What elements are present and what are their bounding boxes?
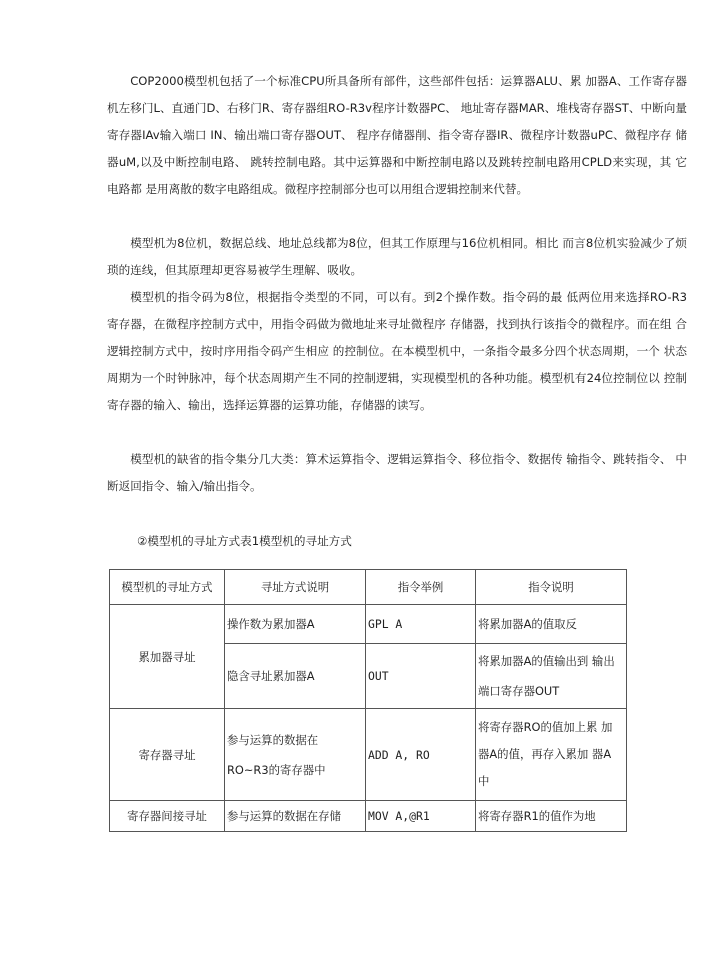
paragraph-components: COP2000模型机包括了一个标准CPU所具备所有部件，这些部件包括：运算器ALU、累 加器A、工作寄存器 机左移门L、直通门D、右移门R、寄存器组RO-R3v程序计数器PC、 地址寄存器MAR、堆栈寄存器ST、中断向量 寄存器IAv输入端口 IN、输出端口寄存器OUT、 程序存储器削、指令寄存器IR、微程序计数器uPC、微程序存 储器uM,以及中断控制电路、 跳转控制电路。其中运算器和中断控制电路以及跳转控制电路用CPLD来实现，其 它电路都 是用离散的数字电路组成。微程序控制部分也可以用组合逻辑控制来代替。 [107,74,687,196]
header-description: 寻址方式说明 [225,570,366,605]
table-caption: ②模型机的寻址方式表1模型机的寻址方式 [137,534,352,548]
example-cell: GPL A [366,605,476,644]
addressing-mode-table [109,569,627,832]
description-cell: 参与运算的数据在存储 [225,801,366,832]
mode-cell: 寄存器寻址 [110,709,225,801]
description-cell: 操作数为累加器A [225,605,366,644]
note-cell: 将寄存器RO的值加上累 加 器A的值，再存入累加 器A 中 [476,709,627,801]
paragraph-instruction-code: 模型机的指令码为8位，根据指令类型的不同，可以有。到2个操作数。指令码的最 低两位用来选择RO-R3 寄存器，在微程序控制方式中，用指令码做为微地址来寻址微程序 存储器，找到执行该指令的微程序。而在组 合逻辑控制方式中，按时序用指令码产生相应 的控制位。在本模型机中，一条指令最多分四个状态周期，一个 状态周期为一个时钟脉冲，每个状态周期产生不同的控制逻辑，实现模型机的各种功能。模型机有24位控制位以 控制 寄存器的输入、输出，选择运算器的运算功能，存储器的读写。 [107,290,687,412]
mode-cell: 累加器寻址 [110,605,225,709]
table-row [110,605,627,644]
note-cell: 将累加器A的值输出到 输出端口寄存器OUT [476,644,627,709]
description-cell: 参与运算的数据在 RO~R3的寄存器中 [225,709,366,801]
table-header-row [110,570,627,605]
header-mode: 模型机的寻址方式 [110,570,225,605]
description-cell: 隐含寻址累加器A [225,644,366,709]
paragraph-instruction-set: 模型机的缺省的指令集分几大类：算术运算指令、逻辑运算指令、移位指令、数据传 输指令、跳转指令、 中断返回指令、输入/输出指令。 [107,452,687,493]
mode-cell: 寄存器间接寻址 [110,801,225,832]
table-row [110,709,627,801]
paragraph-data-width: 模型机为8位机，数据总线、地址总线都为8位，但其工作原理与16位机相同。相比 而言8位机实验减少了烦 琐的连线，但其原理却更容易被学生理解、吸收。 [107,236,687,277]
example-cell: OUT [366,644,476,709]
table-row [110,801,627,832]
note-cell: 将累加器A的值取反 [476,605,627,644]
example-cell: MOV A,@R1 [366,801,476,832]
example-cell: ADD A, RO [366,709,476,801]
header-example: 指令举例 [366,570,476,605]
header-note: 指令说明 [476,570,627,605]
note-cell: 将寄存器R1的值作为地 [476,801,627,832]
